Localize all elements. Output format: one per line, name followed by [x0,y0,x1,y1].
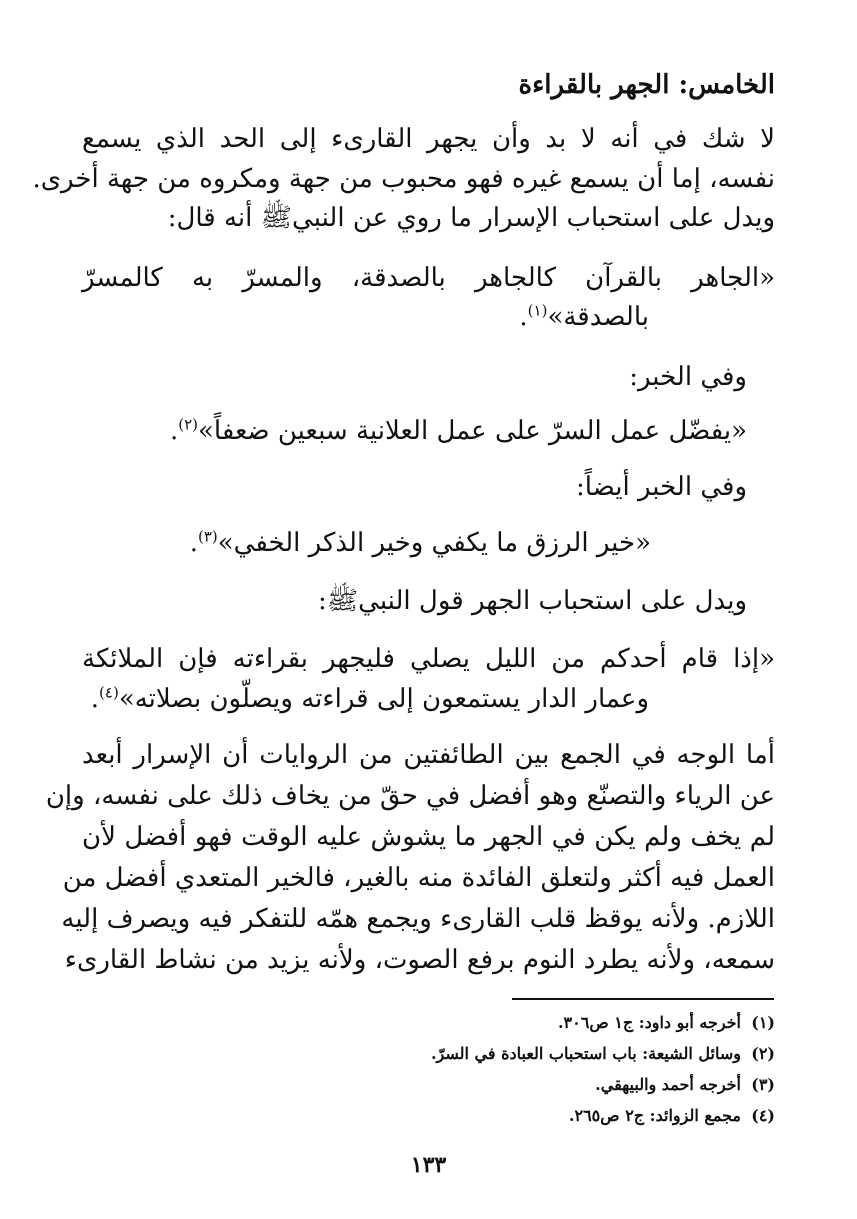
paragraph2-line-4: العمل فيه أكثر ولتعلق الفائدة منه بالغير، فالخير المتعدي أفضل من [62,863,775,893]
paragraph2-line-6: سمعه، ولأنه يطرد النوم برفع الصوت، ولأنه يزيد من نشاط القارىء [64,945,775,975]
footnote-ref-4: (٤) [99,683,119,702]
intro-hadith3: وفي الخبر أيضاً: [576,472,747,502]
footnote-text: مجمع الزوائد: ج٢ ص٢٦٥. [568,1106,741,1125]
footnote-3 [595,1074,775,1096]
footnote-separator [512,998,774,1000]
footnote-4 [569,1105,775,1127]
footnote-number: (١) [751,1013,775,1032]
paragraph1-line-2: نفسه، إما أن يسمع غيره فهو محبوب من جهة ومكروه من جهة أخرى. [32,164,775,194]
paragraph1-line-1: لا شك في أنه لا بد وأن يجهر القارىء إلى الحد الذي يسمع [82,124,775,154]
paragraph2-line-3: لم يخف ولم يكن في الجهر ما يشوش عليه الوقت فهو أفضل لأن [82,822,775,852]
footnote-2 [431,1043,775,1065]
page-number: ١٣٣ [410,1152,447,1178]
hadith1-line-2: بالصدقة»$^{(١)}$. [519,301,649,332]
hadith1-line-1: «الجاهر بالقرآن كالجاهر بالصدقة، والمسرّ به كالمسرّ [82,263,775,293]
paragraph1-line-3: ويدل على استحباب الإسرار ما روي عن النبيﷺ أنه قال: [167,203,775,233]
hadith4-line-2: وعمار الدار يستمعون إلى قراءته ويصلّون بصلاته»$^{(٤)}$. [90,683,649,714]
footnote-number: (٣) [751,1075,775,1094]
intro-hadith2: وفي الخبر: [629,362,747,392]
footnote-ref-3: (٣) [197,527,218,546]
footnote-ref-1: (١) [527,301,548,320]
footnote-1 [558,1012,775,1034]
hadith4-line-1: «إذا قام أحدكم من الليل يصلي فليجهر بقراءته فإن الملائكة [82,644,775,674]
paragraph2-line-1: أما الوجه في الجمع بين الطائفتين من الروايات أن الإسرار أبعد [82,740,775,770]
footnote-number: (٤) [751,1106,775,1125]
section-heading: الخامس: الجهر بالقراءة [518,70,775,100]
paragraph2-line-2: عن الرياء والتصنّع وهو أفضل في حقّ من يخاف ذلك على نفسه، وإن [45,781,775,811]
intro-hadith4: ويدل على استحباب الجهر قول النبيﷺ: [317,586,747,616]
footnote-text: أخرجه أحمد والبيهقي. [595,1075,741,1094]
hadith3-text: «خير الرزق ما يكفي وخير الذكر الخفي»$^{(٣)}$. [189,527,651,558]
paragraph2-line-5: اللازم. ولأنه يوقظ قلب القارىء ويجمع همّه للتفكر فيه ويصرف إليه [61,904,775,934]
footnote-text: أخرجه أبو داود: ج١ ص٣٠٦. [557,1013,741,1032]
footnote-text: وسائل الشيعة: باب استحباب العبادة في السرّ. [430,1044,741,1063]
footnote-number: (٢) [751,1044,775,1063]
footnote-ref-2: (٢) [178,415,199,434]
hadith2-text: «يفضّل عمل السرّ على عمل العلانية سبعين ضعفاً»$^{(٢)}$. [169,415,747,446]
